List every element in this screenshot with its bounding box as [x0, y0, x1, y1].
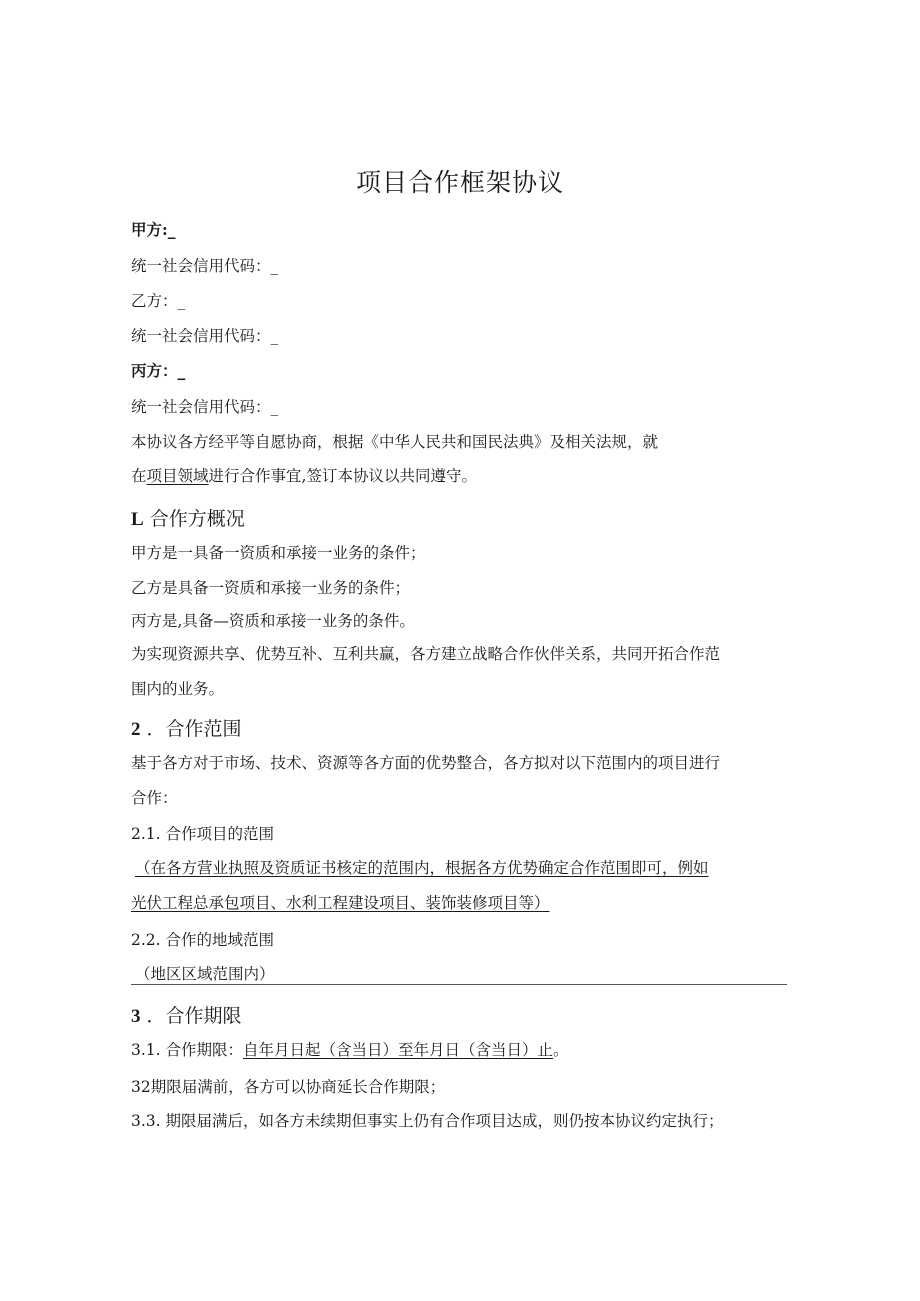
cooperation-goal-line-2: 围内的业务。 [131, 680, 225, 698]
party-c-line: 丙方：_ [131, 361, 186, 380]
intro-line-2 [131, 464, 477, 486]
clause-2-2-note: （地区区域范围内） [135, 965, 275, 983]
party-b-credit-code: 统一社会信用代码：_ [131, 327, 279, 345]
section-divider [131, 984, 787, 985]
clause-2-2-title: 2.2. 合作的地域范围 [131, 931, 275, 949]
intro-line-1: 本协议各方经平等自愿协商，根据《中华人民共和国民法典》及相关法规，就 [131, 433, 659, 451]
party-a-credit-code: 统一社会信用代码：_ [131, 257, 279, 275]
intro-prefix: 在 [131, 467, 147, 485]
party-c-overview: 丙方是,具备—资质和承接一业务的条件。 [131, 612, 415, 630]
section-2-title: ．合作范围 [146, 718, 242, 740]
scope-intro-line-2: 合作： [131, 789, 178, 807]
section-3-heading [131, 1001, 242, 1028]
clause-3-2: 32期限届满前，各方可以协商延长合作期限； [131, 1078, 446, 1096]
clause-3-1-label: 3.1. 合作期限： [131, 1041, 244, 1059]
clause-2-1-title: 2.1. 合作项目的范围 [131, 825, 275, 843]
cooperation-term-blank: 自年月日起（含当日）至年月日（含当日）止 [243, 1041, 554, 1059]
party-b-line: 乙方：_ [131, 292, 186, 310]
section-2-number: 2 [131, 719, 141, 740]
party-a-line: 甲方:_ [131, 220, 176, 239]
party-c-credit-code: 统一社会信用代码：_ [131, 398, 279, 416]
party-a-overview: 甲方是一具备一资质和承接一业务的条件； [131, 544, 426, 562]
section-1-number: L [131, 509, 144, 530]
section-1-title: 合作方概况 [149, 508, 245, 530]
clause-2-1-note-line-2: 光伏工程总承包项目、水利工程建设项目、装饰装修项目等） [131, 894, 550, 912]
party-b-overview: 乙方是具备一资质和承接一业务的条件； [131, 579, 411, 597]
section-1-heading [131, 504, 245, 531]
clause-2-1-note-line-1: （在各方营业执照及资质证书核定的范围内，根据各方优势确定合作范围即可，例如 [135, 859, 709, 877]
clause-3-3: 3.3. 期限届满后，如各方未续期但事实上仍有合作项目达成，则仍按本协议约定执行； [131, 1112, 724, 1130]
project-field-blank: 项目领域 [146, 467, 209, 485]
clause-3-1-end: 。 [553, 1041, 569, 1059]
section-2-heading [131, 714, 242, 741]
document-title: 项目合作框架协议 [355, 168, 564, 197]
intro-suffix: 进行合作事宜,签订本协议以共同遵守。 [208, 467, 477, 485]
cooperation-goal-line-1: 为实现资源共享、优势互补、互利共赢，各方建立战略合作伙伴关系，共同开拓合作范 [131, 645, 721, 663]
scope-intro-line-1: 基于各方对于市场、技术、资源等各方面的优势整合，各方拟对以下范围内的项目进行 [131, 754, 721, 772]
clause-3-1 [131, 1038, 569, 1060]
section-3-title: ．合作期限 [146, 1005, 242, 1027]
section-3-number: 3 [131, 1006, 141, 1027]
